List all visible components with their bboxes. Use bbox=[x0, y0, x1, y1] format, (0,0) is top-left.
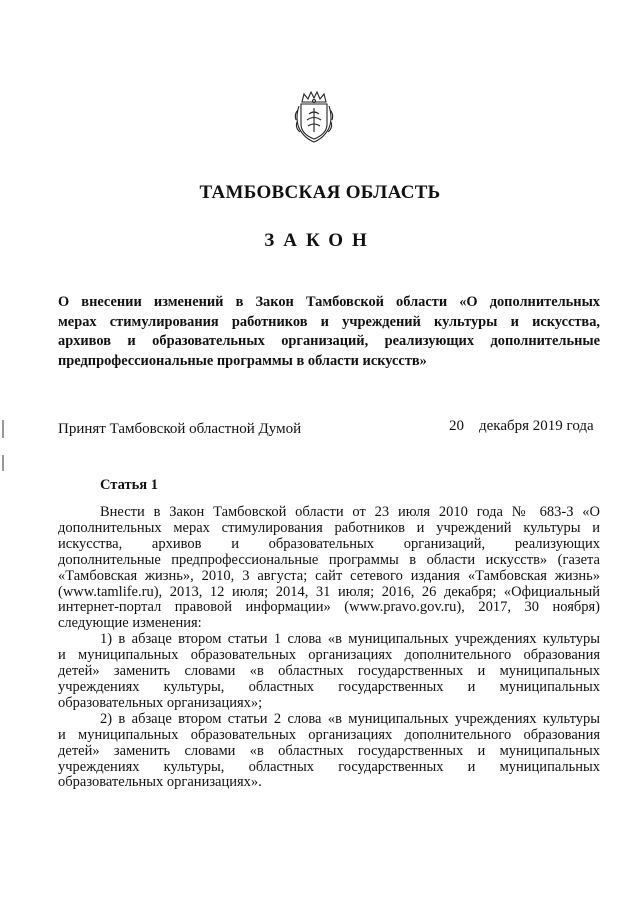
scan-mark bbox=[2, 455, 4, 471]
scan-mark bbox=[2, 420, 4, 438]
body-line: учреждениях культуры, областных государственных и муниципальных bbox=[58, 678, 600, 695]
body-line: и муниципальных образовательных организациях дополнительного образования bbox=[58, 726, 600, 743]
body-line: Внести в Закон Тамбовской области от 23 июля 2010 года № 683-З «О bbox=[100, 504, 600, 520]
body-line: 2) в абзаце втором статьи 2 слова «в муниципальных учреждениях культуры bbox=[100, 710, 600, 727]
law-title-line: архивов и образовательных организаций, реализующих дополнительные bbox=[58, 333, 600, 349]
region-title: ТАМБОВСКАЯ ОБЛАСТЬ bbox=[199, 182, 441, 203]
body-line: «Тамбовская жизнь», 2010, 3 августа; сайт сетевого издания «Тамбовская жизнь» bbox=[58, 567, 600, 584]
article-body bbox=[58, 505, 600, 791]
body-line: 1) в абзаце втором статьи 1 слова «в муниципальных учреждениях культуры bbox=[100, 631, 600, 648]
body-line: (www.tamlife.ru), 2013, 12 июля; 2014, 31 июля; 2016, 26 декабря; «Официальный bbox=[58, 583, 600, 600]
adoption-date bbox=[449, 418, 594, 435]
body-line: интернет-портал правовой информации» (www.pravo.gov.ru), 2017, 30 ноября) bbox=[58, 599, 600, 616]
body-line: и муниципальных образовательных организациях дополнительного образования bbox=[58, 647, 600, 664]
law-title-line: мерах стимулирования работников и учреждений культуры и искусства, bbox=[58, 313, 600, 330]
body-line: дополнительных мерах стимулирования работников и учреждений культуры и bbox=[58, 519, 600, 536]
adoption-day: 20 bbox=[449, 418, 464, 434]
coat-of-arms-emblem bbox=[292, 88, 336, 144]
adopted-by: Принят Тамбовской областной Думой bbox=[58, 421, 302, 437]
body-line: детей» заменить словами «в областных государственных и муниципальных bbox=[58, 663, 600, 680]
law-title bbox=[58, 293, 600, 371]
body-line: учреждениях культуры, областных государственных и муниципальных bbox=[58, 758, 600, 775]
document-type: ЗАКОН bbox=[264, 230, 376, 251]
law-title-line: О внесении изменений в Закон Тамбовской области «О дополнительных bbox=[58, 294, 600, 310]
adoption-month-year: декабря 2019 года bbox=[479, 418, 594, 434]
body-line: следующие изменения: bbox=[58, 615, 202, 632]
body-line: образовательных организациях». bbox=[58, 774, 262, 791]
body-line: детей» заменить словами «в областных государственных и муниципальных bbox=[58, 742, 600, 759]
body-line: искусства, архивов и образовательных организаций, реализующих bbox=[58, 535, 600, 552]
law-title-line: предпрофессиональные программы в области искусств» bbox=[58, 352, 427, 369]
body-line: образовательных организациях»; bbox=[58, 694, 263, 711]
body-line: дополнительные предпрофессиональные программы в области искусств» (газета bbox=[58, 551, 600, 568]
article-heading: Статья 1 bbox=[100, 477, 158, 493]
